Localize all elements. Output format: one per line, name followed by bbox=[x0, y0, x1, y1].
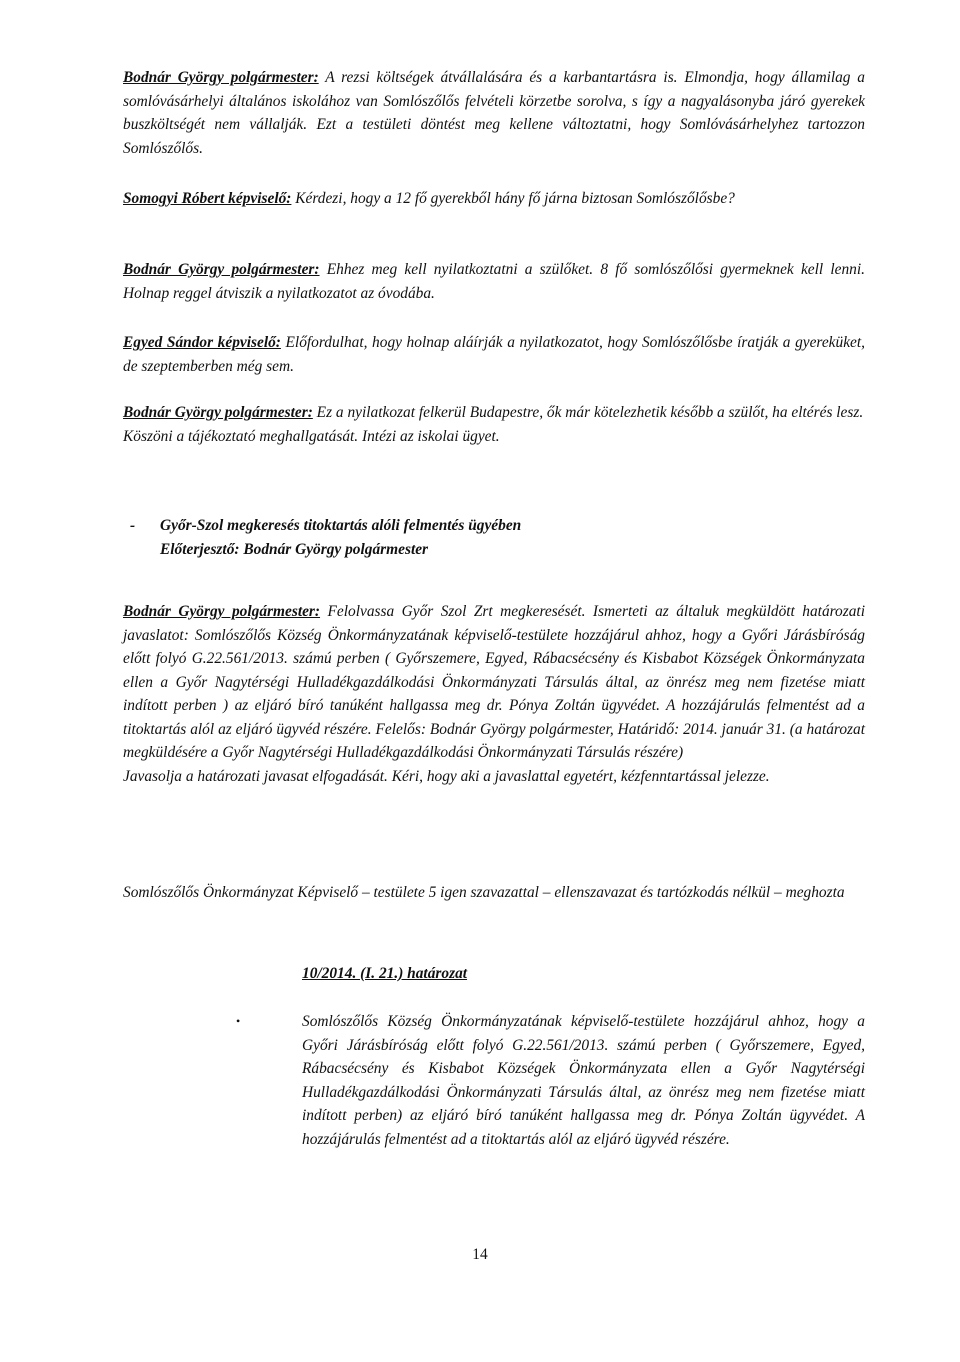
paragraph-text: Előfordulhat, hogy holnap aláírják a nyilatkozatot, hogy Somlószőlősbe íratják a gyereküket, de szeptemberben még sem. bbox=[123, 334, 865, 375]
paragraph-text-2: Köszöni a tájékoztató meghallgatását. Intézi az iskolai ügyet. bbox=[123, 427, 500, 445]
paragraph-mayor-2 bbox=[123, 258, 865, 305]
vote-paragraph: Somlószőlős Önkormányzat Képviselő – testülete 5 igen szavazattal – ellenszavazat és tartózkodás nélkül – meghozta bbox=[123, 884, 845, 901]
speaker-label: Bodnár György polgármester: bbox=[123, 404, 313, 421]
paragraph-text: Kérdezi, hogy a 12 fő gyerekből hány fő járna biztosan Somlószőlősbe? bbox=[291, 190, 735, 207]
paragraph-text: Ez a nyilatkozat felkerül Budapestre, ők már kötelezhetik később a szülőt, ha eltérés lesz. bbox=[312, 404, 864, 421]
paragraph-text: Ehhez meg kell nyilatkoztatni a szülőket. 8 fő somlószőlősi gyermeknek kell lenni. Holnap reggel átviszik a nyilatkozatot az óvodába. bbox=[123, 261, 865, 302]
paragraph-somogyi bbox=[123, 187, 865, 211]
paragraph-text: Felolvassa Győr Szol Zrt megkeresését. Ismerteti az általuk megküldött határozati javaslatot: Somlószőlős Község Önkormányzatának képviselő-testülete hozzájárul ahhoz, hogy a Győri Járásbíróság előtt folyó G.22.561/2013. számú perben ( Győrszemere, Egyed, Rábacsécsény és Kisbabot Községek Önkormányzata ellen a Győr Nagytérségi Hulladékgazdálkodási Önkormányzati Társulás által, az önrész meg nem fizetése miatt indított perben ) az eljáró bíró tanúként hallgassa meg dr. Pónya Zoltán ügyvédet. A hozzájárulás felmentést ad a titoktartás alól az eljáró ügyvéd részére. Felelős: Bodnár György polgármester, Határidő: 2014. január 31. (a határozat megküldésére a Győr Nagytérségi Hulladékgazdálkodási Önkormányzati Társulás részére) bbox=[123, 603, 865, 761]
speaker-label: Bodnár György polgármester: bbox=[123, 69, 319, 86]
agenda-title: Győr-Szol megkeresés titoktartás alóli felmentés ügyében bbox=[160, 517, 522, 534]
paragraph-text-2: Javasolja a határozati javasat elfogadását. Kéri, hogy aki a javaslattal egyetért, kézfenntartással jelezze. bbox=[123, 767, 770, 785]
agenda-item bbox=[130, 514, 521, 561]
speaker-label: Bodnár György polgármester: bbox=[123, 261, 320, 278]
paragraph-mayor-4 bbox=[123, 600, 865, 788]
bullet-icon: • bbox=[236, 1014, 241, 1028]
agenda-dash: - bbox=[130, 517, 136, 534]
speaker-label: Bodnár György polgármester: bbox=[123, 603, 321, 620]
speaker-label: Somogyi Róbert képviselő: bbox=[123, 190, 292, 207]
speaker-label: Egyed Sándor képviselő: bbox=[123, 334, 281, 351]
resolution-title: 10/2014. (I. 21.) határozat bbox=[302, 965, 468, 982]
paragraph-mayor-3 bbox=[123, 401, 865, 448]
paragraph-mayor-1 bbox=[123, 66, 865, 160]
page-number: 14 bbox=[472, 1246, 488, 1263]
paragraph-egyed bbox=[123, 331, 865, 378]
paragraph-text: A rezsi költségek átvállalására és a karbantartásra is. Elmondja, hogy államilag a somlóvásárhelyi általános iskolához van Somlószőlős felvételi körzetbe sorolva, s így a nagyalásonyba járó gyerekek buszköltségét nem vállalják. Ezt a testületi döntést meg kellene változtatni, hogy Somlóvásárhelyhez tartozzon Somlószőlős. bbox=[123, 69, 865, 157]
resolution-text: Somlószőlős Község Önkormányzatának képviselő-testülete hozzájárul ahhoz, hogy a Győri Járásbíróság előtt folyó G.22.561/2013. számú perben ( Győrszemere, Egyed, Rábacsécsény és Kisbabot Községek Önkormányzata ellen a Győr Nagytérségi Hulladékgazdálkodási Önkormányzati Társulás által, az önrész meg nem fizetése miatt indított perben) az eljáró bíró tanúként hallgassa meg dr. Pónya Zoltán ügyvédet. A hozzájárulás felmentést ad a titoktartás alól az eljáró ügyvéd részére. bbox=[302, 1013, 865, 1148]
agenda-presenter: Előterjesztő: Bodnár György polgármester bbox=[160, 540, 429, 558]
